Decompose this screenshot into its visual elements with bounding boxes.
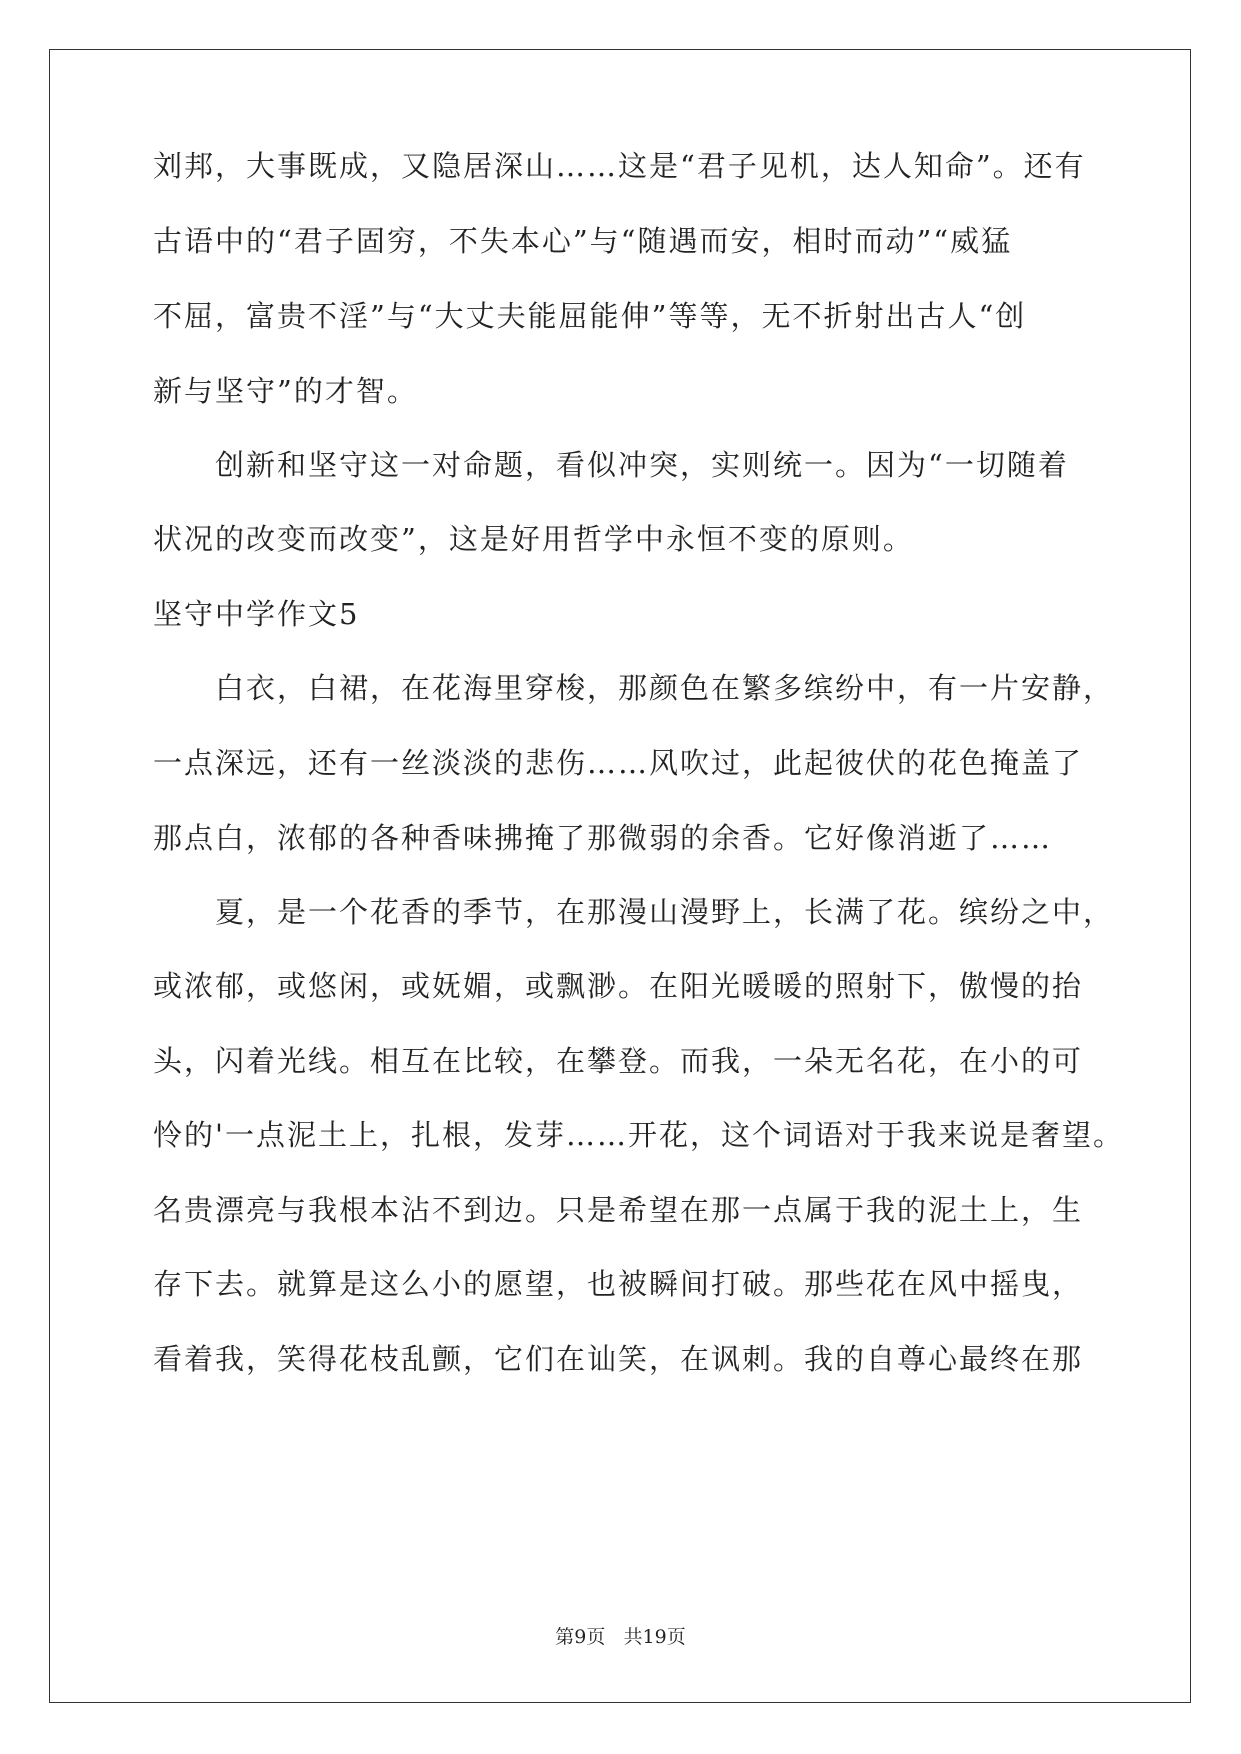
text-line: 头，闪着光线。相互在比较，在攀登。而我，一朵无名花，在小的可 — [153, 1044, 1084, 1078]
text-line: 刘邦，大事既成，又隐居深山……这是“君子见机，达人知命”。还有 — [153, 149, 1086, 183]
paragraph-start-line: 夏，是一个花香的季节，在那漫山漫野上，长满了花。缤纷之中， — [215, 895, 1115, 929]
paragraph-start-line: 白衣，白裙，在花海里穿梭，那颜色在繁多缤纷中，有一片安静， — [215, 671, 1115, 705]
text-line: 古语中的“君子固穷，不失本心”与“随遇而安，相时而动”“威猛 — [153, 224, 1013, 258]
text-line: 怜的'一点泥土上，扎根，发芽……开花，这个词语对于我来说是奢望。 — [153, 1118, 1124, 1152]
text-line: 不屈，富贵不淫”与“大丈夫能屈能伸”等等，无不折射出古人“创 — [153, 299, 1027, 333]
section-heading: 坚守中学作文5 — [153, 597, 360, 631]
text-line: 一点深远，还有一丝淡淡的悲伤……风吹过，此起彼伏的花色掩盖了 — [153, 746, 1084, 780]
text-line: 状况的改变而改变”，这是好用哲学中永恒不变的原则。 — [153, 522, 914, 556]
text-line: 看着我，笑得花枝乱颤，它们在讪笑，在讽刺。我的自尊心最终在那 — [153, 1342, 1084, 1376]
text-line: 新与坚守”的才智。 — [153, 374, 418, 408]
text-line: 名贵漂亮与我根本沾不到边。只是希望在那一点属于我的泥土上，生 — [153, 1193, 1084, 1227]
paragraph-start-line: 创新和坚守这一对命题，看似冲突，实则统一。因为“一切随着 — [215, 448, 1069, 482]
text-line: 或浓郁，或悠闲，或妩媚，或飘渺。在阳光暖暖的照射下，傲慢的抬 — [153, 969, 1084, 1003]
text-line: 那点白，浓郁的各种香味拂掩了那微弱的余香。它好像消逝了…… — [153, 821, 1053, 855]
text-line: 存下去。就算是这么小的愿望，也被瞬间打破。那些花在风中摇曳， — [153, 1267, 1084, 1301]
page-total: 共19页 — [623, 1626, 686, 1648]
page-footer — [0, 1622, 1241, 1649]
page-number: 第9页 — [555, 1626, 606, 1648]
